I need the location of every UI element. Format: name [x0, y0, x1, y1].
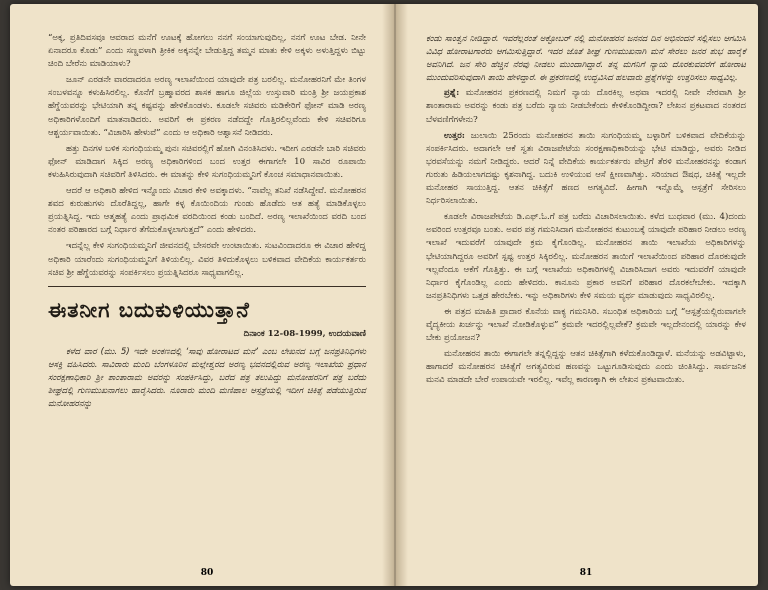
clipping-paragraph: ಕಳೆದ ವಾರ (ಮು. 5) ಇದೇ ಅಂಕಣದಲ್ಲಿ ‘ಸಾವು ಹೋರಾಟದ ಮನೆ’ ಎಂಬ ಲೇಖನದ ಬಗ್ಗೆ ಜನಪ್ರತಿನಿಧಿಗಳು ಆಸಕ್ತಿ ವಹಿಸಿದರು. ಸಾವಿರಾರು ಮಂದಿ ಬೆಂಗಳೂರಿನ ಮಲ್ಲೇಶ್ವರದ ಅರಣ್ಯ ಭವನದಲ್ಲಿರುವ ಅರಣ್ಯ ಇಲಾಖೆಯ ಪ್ರಧಾನ ಸಂರಕ್ಷಣಾಧಿಕಾರಿ ಶ್ರೀ ಶಾಂತಾರಾಮ ಅವರನ್ನು ಸಂಪರ್ಕಿಸಿದ್ದು, ಬರೆದ ಪತ್ರ ತಲುಪಿದ್ದು ಮನೋಹರನಿಗೆ ಪತ್ರ ಬರೆದು ಶೀಘ್ರದಲ್ಲಿ ಗುಣಮುಖನಾಗಲು ಹಾರೈಸಿದರು. ನೂರಾರು ಮಂದಿ ಮಣಿಪಾಲ ಆಸ್ಪತ್ರೆಯಲ್ಲಿ ಇದೀಗ ಚಿಕಿತ್ಸೆ ಪಡೆಯುತ್ತಿರುವ ಮನೋಹರನನ್ನು: [48, 345, 366, 409]
left-page: [48, 32, 366, 413]
section-divider: [48, 286, 366, 287]
paragraph: ಹತ್ತು ದಿನಗಳ ಬಳಿಕ ಸುಗಂಧಿಯಮ್ಮ ಪುನಃ ಸಚಿವರಲ್ಲಿಗೆ ಹೋಗಿ ವಿನಂತಿಸಿದಳು. ಇದೀಗ ಎರಡನೇ ಬಾರಿ ಸಚಿವರು ಫೋನ್ ಮಾಡಿದಾಗ ಸಿಕ್ಕಿದ ಅರಣ್ಯ ಅಧಿಕಾರಿಗಳಿಂದ ಬಂದ ಉತ್ತರ ಈಗಾಗಲೇ 10 ಸಾವಿರ ರೂಪಾಯಿ ಕಳುಹಿಸಿರುವುದಾಗಿ ಸಚಿವರಿಗೆ ತಿಳಿಸಿದರು. ಈ ಮಾತನ್ನು ಕೇಳಿ ಸುಗಂಧಿಯಮ್ಮನಿಗೆ ಕೊಂಚ ಸಮಾಧಾನವಾಯಿತು.: [48, 143, 366, 180]
clipping-paragraph: ಕಂಡು ಸಾಂತ್ವನ ನೀಡಿದ್ದಾರೆ. ಇವರೆಲ್ಲರಂತೆ ಅಕ್ಟೋಬರ್ ನಲ್ಲಿ ಮನೋಹರನ ಜನನದ ದಿನ ಅಭಿನಂದನೆ ಸಲ್ಲಿಸಲು ಆಗಮಿಸಿ ವಿವಿಧ ಹೋರಾಟಗಾರರು ಆಗಮಿಸುತ್ತಿದ್ದಾರೆ. ಇದರ ಜೊತೆ ಶೀಘ್ರ ಗುಣಮುಖನಾಗಿ ಮನೆ ಸೇರಲು ಜನರ ಶುಭ ಹಾರೈಕೆ ಅವನಿಗಿದೆ. ಜನ ಸೇರಿ ಹೆಚ್ಚಿನ ನೆರವು ನೀಡಲು ಮುಂದಾಗಿದ್ದಾರೆ. ತನ್ನ ಮಗನಿಗೆ ನ್ಯಾಯ ದೊರಕುವವರೆಗೆ ಹೋರಾಟ ಮುಂದುವರಿಸುವುದಾಗಿ ತಾಯಿ ಹೇಳಿದ್ದಾರೆ. ಈ ಪ್ರಕರಣದಲ್ಲಿ ಉದ್ಭವಿಸಿದ ಹಲವಾರು ಪ್ರಶ್ನೆಗಳನ್ನು ಉತ್ತರಿಸಲು ಸಾಧ್ಯವಿಲ್ಲ.: [426, 33, 746, 83]
paragraph: ಕೂಡಲೇ ವಿರಾಜಪೇಟೆಯ ಡಿ.ಎಫ್.ಓ.ಗೆ ಪತ್ರ ಬರೆದು ವಿಚಾರಿಸಲಾಯಿತು. ಕಳೆದ ಬುಧವಾರ (ಮು. 4)ದಂದು ಅವರಿಂದ ಉತ್ತರವೂ ಬಂತು. ಅವರ ಪತ್ರ ಗಮನಿಸಿದಾಗ ಮನೋಹರನ ಕುಟುಂಬಕ್ಕೆ ಯಾವುದೇ ಪರಿಹಾರ ನೀಡಲು ಅರಣ್ಯ ಇಲಾಖೆ ಇದುವರೆಗೆ ಯಾವುದೇ ಕ್ರಮ ಕೈಗೊಂಡಿಲ್ಲ. ಮನೋಹರನ ತಾಯಿ ಇಲಾಖೆಯ ಅಧಿಕಾರಿಗಳನ್ನು ಭೇಟಿಯಾಗಿದ್ದರೂ ಅವರಿಗೆ ಸ್ಪಷ್ಟ ಉತ್ತರ ಸಿಕ್ಕಿರಲಿಲ್ಲ. ಮನೋಹರನ ತಾಯಿಗೆ ಇಲಾಖೆಯಿಂದ ಪರಿಹಾರ ದೊರಕುವುದೇ ಇಲ್ಲವೆಂದೂ ಆಕೆಗೆ ಗೊತ್ತಿತ್ತು. ಈ ಬಗ್ಗೆ ಇಲಾಖೆಯ ಅಧಿಕಾರಿಗಳಲ್ಲಿ ವಿಚಾರಿಸಿದಾಗ ಅವರು ಇದುವರೆಗೆ ಯಾವುದೇ ನಿರ್ಧಾರ ಕೈಗೊಂಡಿಲ್ಲ ಎಂದು ಹೇಳಿದರು. ಕಾನೂನು ಪ್ರಕಾರ ಅವನಿಗೆ ಪರಿಹಾರ ದೊರಕಲೇಬೇಕು. ಇದಕ್ಕಾಗಿ ಜನಪ್ರತಿನಿಧಿಗಳು ಒತ್ತಡ ಹೇರಬೇಕು. ಇನ್ನು ಅಧಿಕಾರಿಗಳು ಕೇಳಿ ಸಮಯ ವ್ಯರ್ಥ ಮಾಡುವುದು ಸಾಧ್ಯವಿರಲಿಲ್ಲ.: [426, 212, 746, 301]
answer-label: ಉತ್ತರ:: [444, 130, 465, 141]
paragraph: ಈ ಪತ್ರದ ಮಾಹಿತಿ ಪ್ರಾದಾರ ಕೊನೆಯ ವಾಕ್ಯ ಗಮನಿಸಿರಿ. ಸಬಂಧಿತ ಅಧಿಕಾರಿಯ ಬಗ್ಗೆ “ಆಸ್ಪತ್ರೆಯಲ್ಲಿರುವಾಗಲೇ ವೈದ್ಯಕೀಯ ಖರ್ಚನ್ನು ಇಲಾಖೆ ನೋಡಿಕೊಳ್ಳುವ” ಕ್ರಮವೇ ಇದರಲ್ಲಿಲ್ಲವೇಕೆ? ಕ್ರಮವೇ ಇಲ್ಲದೇನಂದಲ್ಲಿ ಯಾರನ್ನು ಕೇಳ ಬೇಕು ಪ್ರಯೋಜನ?: [426, 306, 746, 344]
question-text: ಮನೋಹರನ ಪ್ರಕರಣದಲ್ಲಿ ನಿಮಗೆ ನ್ಯಾಯ ದೊರಕಿಲ್ಲ ಅಥವಾ ಇದರಲ್ಲಿ ನೀವೇ ನೇರವಾಗಿ ಶ್ರೀ ಶಾಂತಾರಾಮ ಅವರನ್ನು ಕಂಡು ಪತ್ರ ಬರೆದು ನ್ಯಾಯ ನೀಡಬೇಕೆಂದು ಕೇಳಿಕೊಂಡಿದ್ದೀರಾ? ಲೇಖನ ಪ್ರಕಟವಾದ ನಂತರದ ಬೆಳವಣಿಗೆಗಳೇನು?: [426, 88, 746, 125]
paragraph: ಆದರೆ ಆ ಅಧಿಕಾರಿ ಹೇಳಿದ ಇನ್ನೊಂದು ವಿಚಾರ ಕೇಳಿ ಅವಕ್ಕಾದಳು. “ನಾವೆಲ್ಲ ತನಿಖೆ ನಡೆಸಿದ್ದೇವೆ. ಮನೋಹರನ ಶವದ ಕುರುಹುಗಳು ದೊರೆತಿದ್ದಲ್ಲ, ಹಾಗೇ ಕಳ್ಳ ಕೊಯಿಂದಿಯ ಗುಂಡು ಹೊಡೆದು ಆತ ಹತ್ಯೆ ಮಾಡಿಕೊಳ್ಳಲು ಪ್ರಯತ್ನಿಸಿದ್ದ. ಇದು ಆತ್ಮಹತ್ಯೆ ಎಂದು ಪ್ರಾಥಮಿಕ ವರದಿಯಿಂದ ಕಂಡು ಬಂದಿದೆ. ಅರಣ್ಯ ಇಲಾಖೆಯಿಂದ ವರದಿ ಬಂದ ನಂತರ ಪರಿಹಾರದ ಬಗ್ಗೆ ನಿರ್ಧಾರ ತೆಗೆದುಕೊಳ್ಳಲಾಗುತ್ತದೆ” ಎಂದು ಹೇಳಿದರು.: [48, 186, 366, 236]
book-spread: [10, 4, 758, 586]
answer-paragraph: [426, 130, 746, 209]
page-number-right: 81: [579, 568, 593, 578]
dateline: ದಿನಾಂಕ 12-08-1999, ಉದಯವಾಣಿ: [243, 328, 366, 339]
question-label: ಪ್ರಶ್ನೆ:: [444, 88, 460, 99]
page-number-left: 80: [200, 568, 214, 578]
paragraph: “ಅಕ್ಕ, ಪ್ರತಿದಿವಸವೂ ಆವರಾದ ಮನೆಗೆ ಊಟಕ್ಕೆ ಹೋಗಲು ನನಗೆ ಸಂಯಾಗುವುದಿಲ್ಲ, ನನಗೆ ಊಟ ಬೇಡ. ನೀನೇ ಏನಾದರೂ ಕೊಡು” ಎಂದು ಸಣ್ಣವಳಾಗಿ ತ್ರೀಕಿಕ ಅಕ್ಕನನ್ನೇ ಬೇಡುತ್ತಿದ್ದ ತಮ್ಮನ ಮಾತು ಕೇಳಿ ಅಕ್ಕಳು ಅಳುತ್ತಿದ್ದಳು ಬಿಟ್ಟು ಚಿಂದಿ ಬೇರೆನು ಮಾಡಿಯಾಳು?: [48, 33, 366, 70]
right-page: [426, 32, 746, 390]
paragraph: ಮನೋಹರನ ತಾಯಿ ಈಗಾಗಲೇ ತನ್ನಲ್ಲಿದ್ದನ್ನು ಆತನ ಚಿಕಿತ್ಸೆಗಾಗಿ ಕಳೆದುಕೊಂಡಿದ್ದಾಳೆ. ಮನೆಯನ್ನು ಅಡವಿಟ್ಟಾಳು, ಹಾಗಾದರೆ ಮನೋಹರನ ಚಿಕಿತ್ಸೆಗೆ ಅಗತ್ಯವಿರುವ ಹಣವನ್ನು ಒಟ್ಟುಗೂಡಿಸುವುದು ಎಂದು ಚಿಂತಿಸಿದ್ದು. ಸಾರ್ವಜನಿಕ ಮನವಿ ಮಾಡದೇ ಬೇರೆ ಉಪಾಯವೇ ಇರಲಿಲ್ಲ. ಇವೆಲ್ಲ ಕಾರಣಕ್ಕಾಗಿ ಈ ಲೇಖನ ಪ್ರಕಟವಾಯಿತು.: [426, 349, 746, 386]
book-gutter: [382, 4, 408, 586]
question-paragraph: [426, 87, 746, 126]
answer-text: ಜುಲಾಯಿ 25ರಂದು ಮನೋಹರನ ತಾಯಿ ಸುಗಂಧಿಯಮ್ಮ ಬಳ್ಳಾರಿಗೆ ಬಳಿಕವಾದ ವೇದಿಕೆಯನ್ನು ಸಂಪರ್ಕಿಸಿದರು. ಅದಾಗಲೇ ಆಕೆ ಸ್ವತಃ ವಿರಾಜಪೇಟೆಯ ಸಂರಕ್ಷಣಾಧಿಕಾರಿಯನ್ನು ಭೇಟಿ ಮಾಡಿದ್ದು, ಅವರು ನೀಡಿದ ಭರವಸೆಯನ್ನು ನಮಗೆ ನೀಡಿದ್ದರು. ಆದರೆ ನಿನ್ನೆ ವೇದಿಕೆಯ ಕಾರ್ಯಕರ್ತರು ಪೇಟ್ರಿಗೆ ತೆರಳಿ ಮನೋಹರನನ್ನು ಕಂಡಾಗ ಗುರುತು ಹಿಡಿಯಲಾಗದಷ್ಟು ಕೃಶನಾಗಿದ್ದ. ಬದುಕಿ ಉಳಿಯುವ ಆಸೆ ಕ್ಷೀಣವಾಗಿತ್ತು. ಸರಿಯಾದ ಔಷಧ, ಚಿಕಿತ್ಸೆ ಇಲ್ಲದೇ ಮನೋಹರ ಸಾಯುತ್ತಿದ್ದ. ಆತನ ಚಿಕಿತ್ಸೆಗೆ ಹಣದ ಅಗತ್ಯವಿದೆ. ಹೀಗಾಗಿ ಇನ್ನೊಮ್ಮೆ ಆಸ್ಪತ್ರೆಗೆ ಸೇರಿಸಲು ನಿರ್ಧರಿಸಲಾಯಿತು.: [426, 130, 747, 207]
paragraph: ಇದನ್ನೆಲ್ಲ ಕೇಳಿ ಸುಗಂಧಿಯಮ್ಮನಿಗೆ ಜೀವನದಲ್ಲಿ ಬೇಸರವೇ ಉಂಟಾಯಿತು. ಸುಟವಿಂದಾದರೂ ಈ ವಿಚಾರ ಹೇಳಿದ್ದ ಅಧಿಕಾರಿ ಯಾರೆಂದು ಸುಗಂಧಿಯಮ್ಮನಿಗೆ ತಿಳಿಯಲಿಲ್ಲ. ವಿವರ ತಿಳಿದುಕೊಳ್ಳಲು ಬಳಿಕವಾದ ವೇದಿಕೆಯ ಕಾರ್ಯಕರ್ತರು ಸಚಿವ ಶ್ರೀ ಹೆಗ್ಡೆಯವರನ್ನು ಸಂಪರ್ಕಿಸಲು ಪ್ರಯತ್ನಿಸಿದರೂ ಸಾಧ್ಯವಾಗಲಿಲ್ಲ.: [48, 241, 366, 278]
section-heading: ಈತನೀಗ ಬದುಕುಳಿಯುತ್ತಾನೆ: [48, 297, 250, 322]
paragraph: ಜೂನ್ ಎರಡನೇ ವಾರದಾದರೂ ಅರಣ್ಯ ಇಲಾಖೆಯಿಂದ ಯಾವುದೇ ಪತ್ರ ಬರಲಿಲ್ಲ. ಮನೋಹರನಿಗೆ ಮೇ ತಿಂಗಳ ಸಂಬಳವನ್ನೂ ಕಳುಹಿಸಿರಲಿಲ್ಲ. ಕೊನೆಗೆ ಬ್ರಹ್ಮಾವರದ ಶಾಸಕ ಹಾಗೂ ಜಿಲ್ಲೆಯ ಉಸ್ತುವಾರಿ ಮಂತ್ರಿ ಶ್ರೀ ಜಯಪ್ರಕಾಶ ಹೆಗ್ಡೆಯವರನ್ನು ಭೇಟಿಯಾಗಿ ತನ್ನ ಕಷ್ಟವನ್ನು ಹೇಳಿಕೊಂಡಳು. ಕೂಡಲೇ ಸಚಿವರು ಮಡಿಕೇರಿಗೆ ಫೋನ್ ಮಾಡಿ ಅರಣ್ಯ ಅಧಿಕಾರಿಗಳೊಂದಿಗೆ ಮಾತನಾಡಿದರು. ಅವರಿಗೆ ಈ ಪ್ರಕರಣ ನಡೆದದ್ದೇ ಗೊತ್ತಿರಲಿಲ್ಲವೆಂದು ಕೇಳಿ ಸಚಿವರಿಗೂ ಆಶ್ಚರ್ಯವಾಯಿತು. “ವಿಚಾರಿಸಿ ಹೇಳುವೆ” ಎಂದು ಆ ಅಧಿಕಾರಿ ಆಶ್ವಾಸನೆ ನೀಡಿದರು.: [48, 75, 366, 138]
